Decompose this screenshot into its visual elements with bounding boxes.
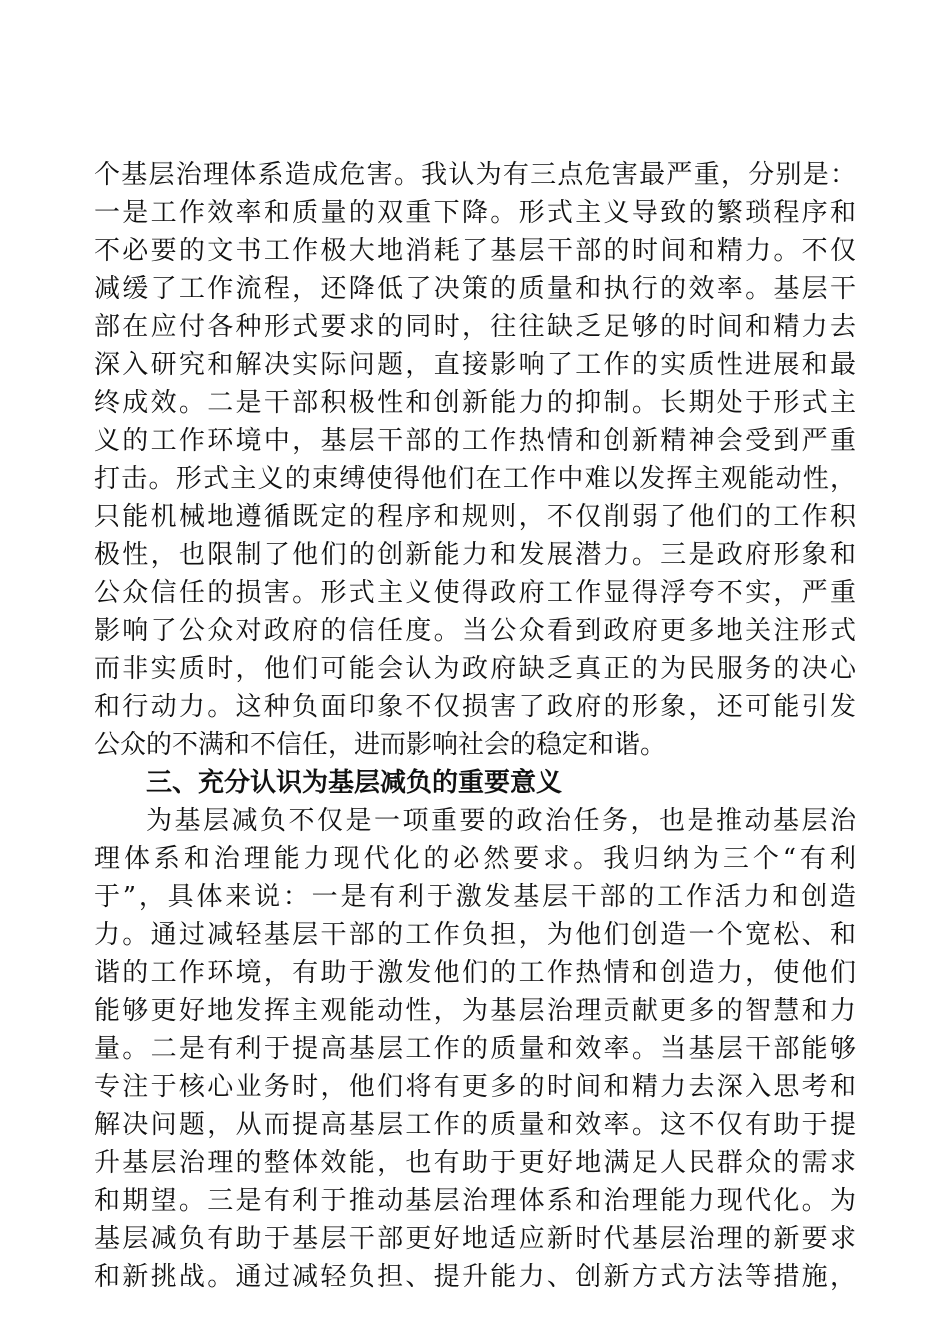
text-line: 解决问题，从而提高基层工作的质量和效率。这不仅有助于提 (94, 1110, 856, 1140)
text-line: 和期望。三是有利于推动基层治理体系和治理能力现代化。为 (94, 1186, 856, 1216)
text-line: 为基层减负不仅是一项重要的政治任务，也是推动基层治 (146, 806, 856, 836)
text-line: 于”，具体来说：一是有利于激发基层干部的工作活力和创造 (94, 882, 856, 912)
text-line: 深入研究和解决实际问题，直接影响了工作的实质性进展和最 (94, 350, 856, 380)
text-line: 不必要的文书工作极大地消耗了基层干部的时间和精力。不仅 (94, 236, 856, 266)
document-body (94, 156, 856, 1296)
paragraph-significance (94, 802, 856, 1296)
text-line: 和行动力。这种负面印象不仅损害了政府的形象，还可能引发 (94, 692, 856, 722)
text-line: 极性，也限制了他们的创新能力和发展潜力。三是政府形象和 (94, 540, 856, 570)
text-line: 只能机械地遵循既定的程序和规则，不仅削弱了他们的工作积 (94, 502, 856, 532)
text-line: 能够更好地发挥主观能动性，为基层治理贡献更多的智慧和力 (94, 996, 856, 1026)
text-line: 公众信任的损害。形式主义使得政府工作显得浮夸不实，严重 (94, 578, 856, 608)
text-line: 而非实质时，他们可能会认为政府缺乏真正的为民服务的决心 (94, 654, 856, 684)
text-line: 打击。形式主义的束缚使得他们在工作中难以发挥主观能动性， (94, 464, 856, 494)
text-line: 义的工作环境中，基层干部的工作热情和创新精神会受到严重 (94, 426, 856, 456)
text-line: 力。通过减轻基层干部的工作负担，为他们创造一个宽松、和 (94, 920, 856, 950)
section-heading: 三、充分认识为基层减负的重要意义 (146, 768, 563, 798)
text-line: 量。二是有利于提高基层工作的质量和效率。当基层干部能够 (94, 1034, 856, 1064)
text-line: 和新挑战。通过减轻负担、提升能力、创新方式方法等措施， (94, 1262, 856, 1292)
text-line: 终成效。二是干部积极性和创新能力的抑制。长期处于形式主 (94, 388, 856, 418)
text-line: 专注于核心业务时，他们将有更多的时间和精力去深入思考和 (94, 1072, 856, 1102)
text-line: 一是工作效率和质量的双重下降。形式主义导致的繁琐程序和 (94, 198, 856, 228)
text-line: 升基层治理的整体效能，也有助于更好地满足人民群众的需求 (94, 1148, 856, 1178)
paragraph-harms (94, 156, 856, 764)
text-line: 个基层治理体系造成危害。我认为有三点危害最严重，分别是： (94, 160, 856, 190)
text-line: 公众的不满和不信任，进而影响社会的稳定和谐。 (94, 730, 667, 760)
text-line: 谐的工作环境，有助于激发他们的工作热情和创造力，使他们 (94, 958, 856, 988)
text-line: 部在应付各种形式要求的同时，往往缺乏足够的时间和精力去 (94, 312, 856, 342)
text-line: 减缓了工作流程，还降低了决策的质量和执行的效率。基层干 (94, 274, 856, 304)
text-line: 影响了公众对政府的信任度。当公众看到政府更多地关注形式 (94, 616, 856, 646)
text-line: 基层减负有助于基层干部更好地适应新时代基层治理的新要求 (94, 1224, 856, 1254)
text-line: 理体系和治理能力现代化的必然要求。我归纳为三个“有利 (94, 844, 856, 874)
